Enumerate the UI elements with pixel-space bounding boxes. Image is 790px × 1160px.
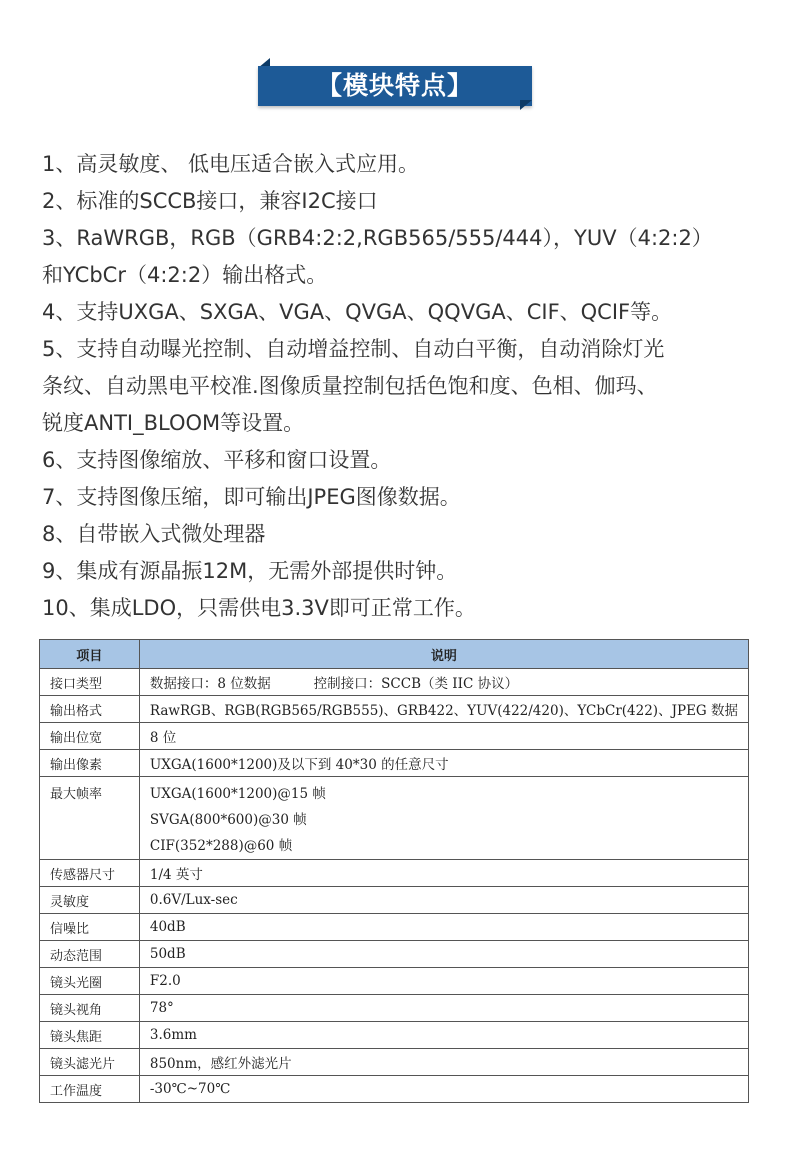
table-row bbox=[40, 750, 749, 777]
table-row bbox=[40, 1076, 749, 1103]
row-label: 动态范围 bbox=[40, 941, 140, 968]
table-row bbox=[40, 968, 749, 995]
table-row bbox=[40, 941, 749, 968]
row-value: F2.0 bbox=[139, 968, 748, 995]
table-row bbox=[40, 777, 749, 860]
row-value: RawRGB、RGB(RGB565/RGB555)、GRB422、YUV(422/420)、YCbCr(422)、JPEG 数据 bbox=[139, 696, 748, 723]
row-value: 50dB bbox=[139, 941, 748, 968]
feature-line: 5、支持自动曝光控制、自动增益控制、自动白平衡，自动消除灯光 bbox=[42, 337, 665, 361]
frame-rate-line: CIF(352*288)@60 帧 bbox=[149, 838, 293, 854]
banner-fold-right bbox=[520, 100, 532, 110]
row-label: 接口类型 bbox=[40, 669, 140, 696]
row-value: UXGA(1600*1200)及以下到 40*30 的任意尺寸 bbox=[139, 750, 748, 777]
table-row bbox=[40, 723, 749, 750]
row-label: 灵敏度 bbox=[40, 887, 140, 914]
row-label: 传感器尺寸 bbox=[40, 860, 140, 887]
table-row bbox=[40, 669, 749, 696]
feature-line: 4、支持UXGA、SXGA、VGA、QVGA、QQVGA、CIF、QCIF等。 bbox=[42, 300, 673, 324]
row-label: 信噪比 bbox=[40, 914, 140, 941]
table-row bbox=[40, 1049, 749, 1076]
feature-line: 8、自带嵌入式微处理器 bbox=[42, 522, 266, 546]
row-value: 3.6mm bbox=[139, 1022, 748, 1049]
feature-line: 6、支持图像缩放、平移和窗口设置。 bbox=[42, 448, 392, 472]
section-title: 【模块特点】 bbox=[258, 66, 532, 106]
row-value-multi bbox=[139, 777, 748, 860]
header-item: 项目 bbox=[40, 640, 140, 669]
feature-line: 1、高灵敏度、 低电压适合嵌入式应用。 bbox=[42, 152, 420, 176]
feature-line: 9、集成有源晶振12M，无需外部提供时钟。 bbox=[42, 559, 458, 583]
table-row bbox=[40, 914, 749, 941]
feature-line: 条纹、自动黑电平校准.图像质量控制包括色饱和度、色相、伽玛、 bbox=[42, 374, 658, 398]
row-label: 输出位宽 bbox=[40, 723, 140, 750]
table-row bbox=[40, 887, 749, 914]
row-label: 工作温度 bbox=[40, 1076, 140, 1103]
row-label: 镜头焦距 bbox=[40, 1022, 140, 1049]
header-desc: 说明 bbox=[139, 640, 748, 669]
row-value: 78° bbox=[139, 995, 748, 1022]
row-value: 850nm，感红外滤光片 bbox=[139, 1049, 748, 1076]
row-value: -30℃~70℃ bbox=[139, 1076, 748, 1103]
frame-rate-line: UXGA(1600*1200)@15 帧 bbox=[149, 786, 326, 802]
row-label: 镜头视角 bbox=[40, 995, 140, 1022]
table-row bbox=[40, 696, 749, 723]
feature-line: 2、标准的SCCB接口，兼容I2C接口 bbox=[42, 189, 378, 213]
row-label: 镜头光圈 bbox=[40, 968, 140, 995]
feature-line: 3、RaWRGB，RGB（GRB4:2:2,RGB565/555/444），YUV（4:2:2） bbox=[42, 226, 713, 250]
row-value: 1/4 英寸 bbox=[139, 860, 748, 887]
table-row bbox=[40, 860, 749, 887]
row-value: 40dB bbox=[139, 914, 748, 941]
feature-line: 锐度ANTI_BLOOM等设置。 bbox=[42, 411, 305, 435]
section-banner bbox=[258, 58, 532, 110]
row-value: 8 位 bbox=[139, 723, 748, 750]
row-value: 0.6V/Lux-sec bbox=[139, 887, 748, 914]
feature-line: 和YCbCr（4:2:2）输出格式。 bbox=[42, 263, 328, 287]
table-row bbox=[40, 1022, 749, 1049]
row-label: 输出格式 bbox=[40, 696, 140, 723]
table-header-row bbox=[40, 640, 749, 669]
frame-rate-line: SVGA(800*600)@30 帧 bbox=[149, 812, 307, 828]
row-label: 输出像素 bbox=[40, 750, 140, 777]
row-value: 数据接口：8 位数据 控制接口：SCCB（类 IIC 协议） bbox=[139, 669, 748, 696]
feature-list bbox=[42, 146, 762, 627]
row-label: 最大帧率 bbox=[40, 777, 140, 860]
feature-line: 7、支持图像压缩，即可输出JPEG图像数据。 bbox=[42, 485, 461, 509]
feature-line: 10、集成LDO，只需供电3.3V即可正常工作。 bbox=[42, 596, 476, 620]
row-label: 镜头滤光片 bbox=[40, 1049, 140, 1076]
spec-table bbox=[39, 639, 749, 1103]
table-row bbox=[40, 995, 749, 1022]
